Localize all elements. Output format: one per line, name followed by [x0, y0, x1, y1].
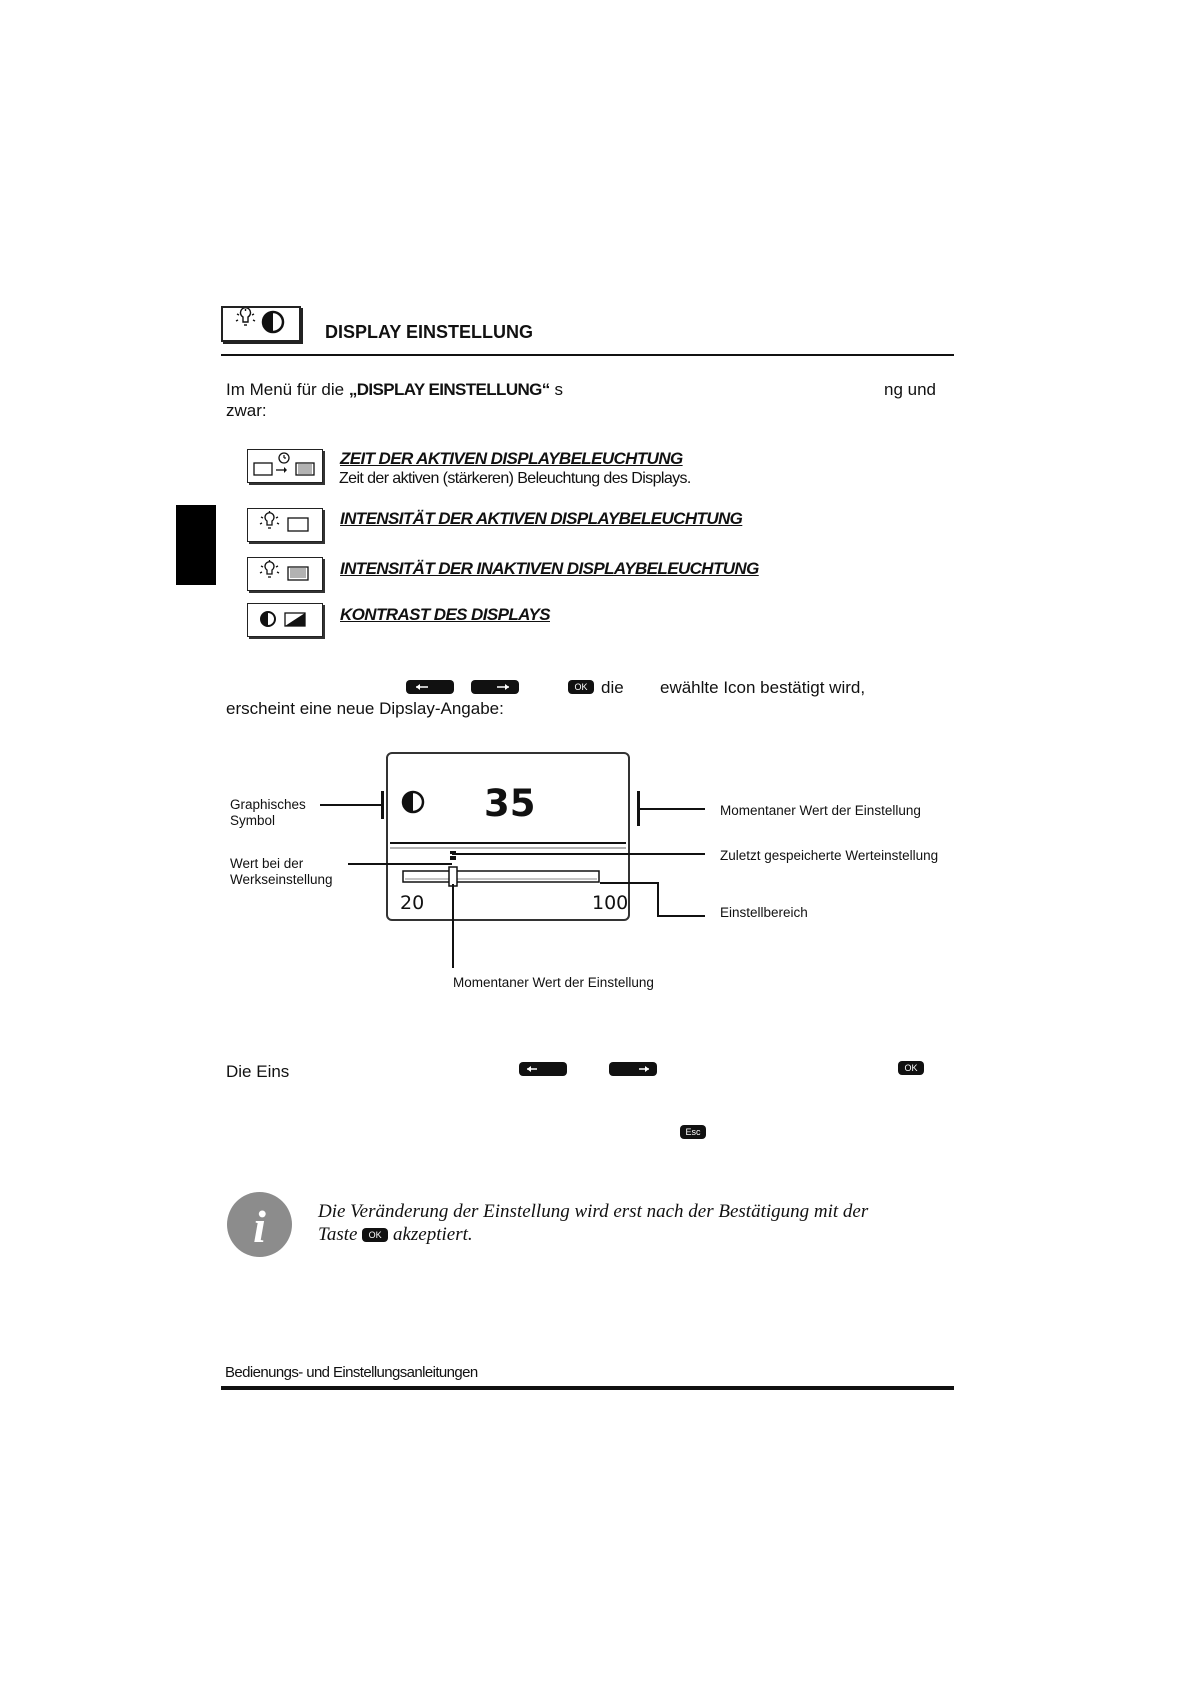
- label-current-right: Momentaner Wert der Einstellung: [720, 803, 921, 818]
- pointer-factory: [348, 863, 452, 865]
- note-line2-suffix: akzeptiert.: [392, 1224, 473, 1245]
- right-arrow-key: [471, 680, 519, 694]
- note-line2-prefix: Taste: [318, 1224, 358, 1245]
- label-symbol-line1: Graphisches: [230, 797, 306, 812]
- select-text-line2: erscheint eine neue Dipslay-Angabe:: [226, 699, 504, 718]
- note-line2: [318, 1223, 868, 1246]
- pointer-symbol: [320, 804, 382, 806]
- ok-key-2: OK: [898, 1061, 924, 1075]
- select-text-part2: ewählte Icon bestätigt wird,: [660, 678, 866, 697]
- footer-divider: [221, 1386, 954, 1390]
- pointer-current-bottom: [452, 884, 454, 968]
- info-icon: i: [227, 1192, 292, 1257]
- pointer-range-vertical: [657, 882, 659, 916]
- select-text-part1: die: [601, 678, 624, 697]
- label-saved: Zuletzt gespeicherte Werteinstellung: [720, 848, 939, 863]
- intro-line-2: zwar:: [226, 401, 267, 420]
- menu-item-contrast: KONTRAST DES DISPLAYS: [340, 605, 550, 624]
- menu-item-backlight-time-desc: Zeit der aktiven (stärkeren) Beleuchtung des Displays.: [339, 470, 691, 487]
- menu-item-backlight-time: ZEIT DER AKTIVEN DISPLAYBELEUCHTUNG: [340, 449, 683, 468]
- menu-item-active-intensity: INTENSITÄT DER AKTIVEN DISPLAYBELEUCHTUNG: [340, 509, 743, 528]
- chapter-tab-marker: [176, 505, 216, 585]
- label-factory-line2: Werkseinstellung: [230, 872, 333, 887]
- inactive-backlight-intensity-icon: [247, 557, 323, 591]
- pointer-current-right: [640, 808, 705, 810]
- footer-text: Bedienungs- und Einstellungsanleitungen: [225, 1364, 478, 1381]
- intro-menu-name: „DISPLAY EINSTELLUNG“: [348, 380, 550, 399]
- label-symbol: [230, 797, 306, 829]
- active-backlight-intensity-icon: [247, 508, 323, 542]
- pointer-saved: [452, 853, 705, 855]
- lcd-current-value: 35: [484, 782, 536, 825]
- pointer-range-bottom: [657, 915, 705, 917]
- intro-line-1: [226, 380, 563, 400]
- intro-suffix: s: [549, 380, 563, 399]
- display-contrast-icon: [247, 603, 323, 637]
- menu-item-inactive-intensity: INTENSITÄT DER INAKTIVEN DISPLAYBELEUCHTUNG: [340, 559, 759, 578]
- label-factory: [230, 856, 333, 888]
- range-min: 20: [400, 892, 425, 914]
- label-factory-line1: Wert bei der: [230, 856, 304, 871]
- info-note: [318, 1200, 868, 1246]
- adjust-text: Die Eins: [226, 1062, 290, 1081]
- display-settings-icon: [221, 306, 301, 342]
- note-line1: Die Veränderung der Einstellung wird erst nach der Bestätigung mit der: [318, 1201, 869, 1222]
- label-symbol-line2: Symbol: [230, 813, 276, 828]
- esc-key: Esc: [680, 1125, 706, 1139]
- ok-key-note: OK: [362, 1228, 388, 1242]
- backlight-time-icon: [247, 449, 323, 483]
- intro-line-1-end: ng und: [884, 380, 936, 399]
- page-title: DISPLAY EINSTELLUNG: [325, 322, 534, 342]
- intro-prefix: Im Menü für die: [226, 380, 349, 399]
- right-arrow-key-2: [609, 1062, 657, 1076]
- label-current-bottom: Momentaner Wert der Einstellung: [453, 975, 654, 990]
- left-arrow-key-2: [519, 1062, 567, 1076]
- pointer-symbol-bar: [381, 791, 384, 819]
- header-divider: [221, 354, 954, 356]
- range-max: 100: [592, 892, 629, 914]
- label-range: Einstellbereich: [720, 905, 808, 920]
- pointer-range-top: [600, 882, 658, 884]
- left-arrow-key: [406, 680, 454, 694]
- ok-key: OK: [568, 680, 594, 694]
